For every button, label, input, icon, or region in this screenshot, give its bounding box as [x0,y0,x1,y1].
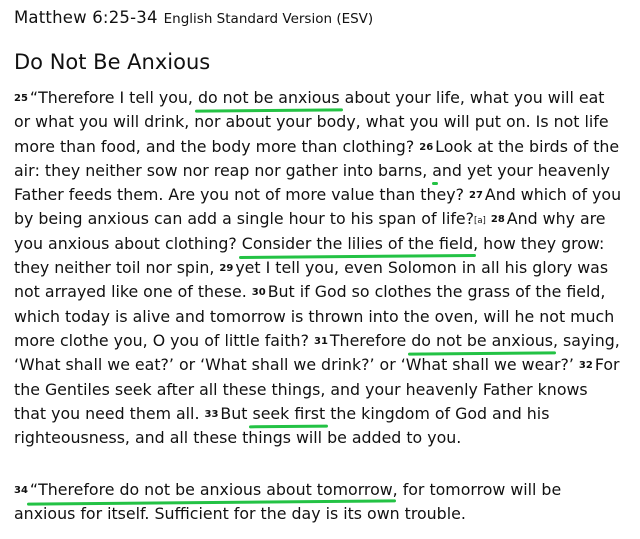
footnote-link[interactable]: [a] [474,216,486,227]
verse-number: 32 [578,360,593,372]
highlighted-phrase: Consider the lilies of the field [241,233,474,253]
passage-paragraph [14,86,622,450]
section-heading: Do Not Be Anxious [14,50,211,74]
verse-text: Therefore [329,330,412,350]
highlighted-phrase: do not be anxious [197,88,340,107]
verse-text: , saying, ‘What shall we eat?’ or ‘What shall we drink?’ or ‘What shall we wear?’ [14,330,620,375]
passage-paragraph [14,478,622,527]
verse-number: 33 [204,408,219,420]
bible-version[interactable]: English Standard Version (ESV) [163,11,374,27]
passage-header [14,8,373,27]
verse-text: “Therefore I tell you, [29,88,198,107]
verse-text: , how they grow: they neither toil nor spin, [14,233,605,278]
verse-text: about your life, what you will eat or what you will drink, nor about your body, what you will put on. Is not life more than food, and the body more than clothing? [14,88,609,156]
highlighted-phrase: do not be anxious [411,330,553,350]
highlighted-phrase: “Therefore do not be anxious about tomorrow [29,480,393,499]
verse-number: 29 [219,263,234,275]
verse-text: , for tomorrow will be anxious for itself. Sufficient for the day is its own trouble. [14,480,562,524]
verse-text: For the Gentiles seek after all these things, and your heavenly Father knows that you need them all. [14,355,620,423]
verse-number: 25 [14,93,28,104]
verse-text: And which of you by being anxious can add a single hour to his span of life? [14,185,622,229]
verse-text: But if God so clothes the grass of the field, which today is alive and tomorrow is thrown into the oven, will he not much more clothe you, O you of little faith? [14,282,615,350]
verse-number: 34 [14,485,28,496]
verse-number: 30 [251,287,266,299]
passage-reference[interactable]: Matthew 6:25-34 [14,8,158,27]
verse-number: 31 [313,335,328,347]
verse-text: yet I tell you, even Solomon in all his glory was not arrayed like one of these. [14,258,609,302]
verse-text: : they neither sow nor reap nor gather into barns, and yet your heavenly Father feeds them. Are you not of more value than they? [14,160,611,205]
verse-number: 26 [419,141,434,153]
highlighted-phrase: seek first [252,403,326,423]
verse-text: And why are you anxious about clothing? [14,209,606,253]
highlighted-phrase: Look at the birds of the air [14,136,620,180]
verse-number: 27 [468,190,483,202]
verse-text: the kingdom of God and his righteousness, and all these things will be added to you. [14,403,550,448]
verse-text: But [220,403,253,423]
verse-number: 28 [490,214,505,226]
